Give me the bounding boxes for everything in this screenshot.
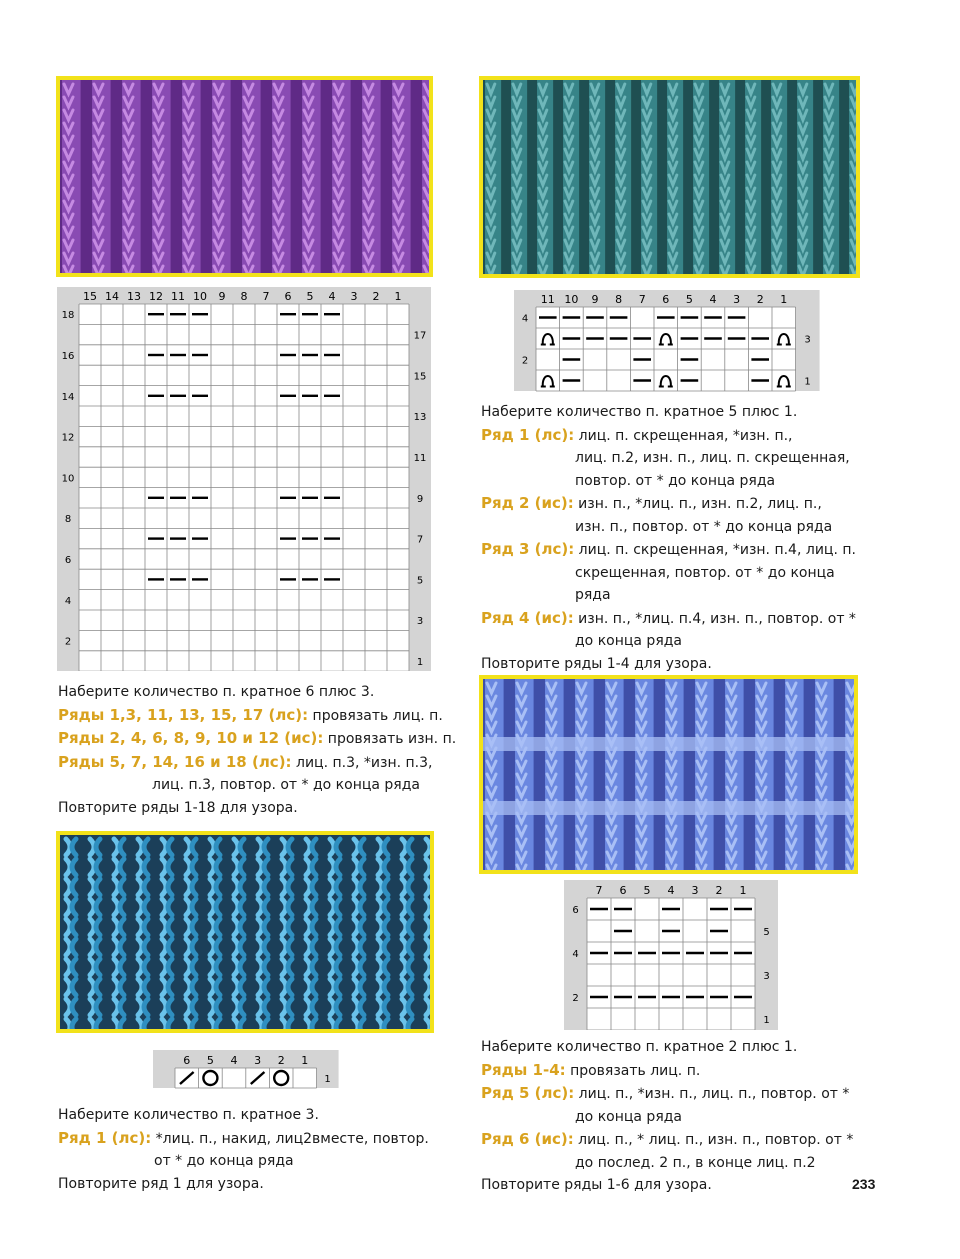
- purl-band: [483, 737, 854, 751]
- row-text: провязать лиц. п.: [565, 1062, 701, 1079]
- col-number: 2: [277, 1054, 285, 1067]
- purple-knit-texture: [60, 80, 429, 273]
- row-text: до конца ряда: [575, 633, 682, 649]
- row-number: 1: [804, 376, 811, 388]
- col-number: 3: [350, 290, 358, 303]
- row-number: 3: [804, 334, 811, 346]
- col-number: 5: [685, 293, 693, 306]
- col-number: 6: [183, 1054, 191, 1067]
- row-text: лиц. п. скрещенная, *изн. п.4, лиц. п.: [574, 542, 856, 558]
- row-number: 1: [763, 1015, 770, 1026]
- cast-on-text: Наберите количество п. кратное 3.: [58, 1107, 319, 1123]
- row-number: 9: [416, 493, 424, 505]
- chart-pattern-3: [153, 1050, 339, 1090]
- col-number: 8: [240, 290, 248, 303]
- col-number: 2: [756, 293, 764, 306]
- row-text: лиц. п.3, *изн. п.3,: [291, 754, 433, 771]
- row-label: Ряд 2 (ис):: [481, 494, 574, 512]
- row-text: лиц. п.3, повтор. от * до конца ряда: [152, 777, 420, 793]
- row-number: 4: [572, 949, 579, 960]
- chart-pattern-4: [564, 880, 782, 1030]
- row-text: изн. п., *лиц. п.4, изн. п., повтор. от *: [573, 610, 856, 627]
- col-number: 13: [127, 290, 141, 303]
- instructions-pattern-3: [58, 1104, 458, 1195]
- row-number: 15: [413, 371, 427, 383]
- photo-periwinkle-rib: [479, 675, 858, 874]
- row-number: 10: [61, 473, 75, 485]
- repeat-text: Повторите ряды 1-6 для узора.: [481, 1177, 712, 1193]
- row-number: 5: [763, 927, 770, 938]
- row-number: 4: [64, 595, 72, 607]
- row-number: 8: [64, 514, 72, 526]
- col-number: 6: [662, 293, 670, 306]
- col-number: 6: [619, 884, 627, 897]
- col-number: 7: [638, 293, 646, 306]
- col-number: 6: [284, 290, 292, 303]
- col-number: 9: [591, 293, 599, 306]
- row-number: 7: [416, 534, 424, 546]
- col-number: 5: [643, 884, 651, 897]
- instructions-pattern-2: [481, 401, 901, 675]
- photo-purple-ribbing: [56, 76, 433, 277]
- row-number: 6: [64, 555, 72, 566]
- row-text: изн. п., *лиц. п., изн. п.2, лиц. п.,: [573, 496, 822, 512]
- repeat-text: Повторите ряд 1 для узора.: [58, 1175, 264, 1192]
- col-number: 5: [206, 1054, 214, 1067]
- row-label: Ряд 1 (лс):: [481, 425, 575, 444]
- page-number: 233: [852, 1176, 876, 1192]
- row-number: 4: [521, 313, 529, 325]
- row-number: 13: [413, 412, 427, 424]
- row-text: до послед. 2 п., в конце лиц. п.2: [575, 1154, 816, 1171]
- row-label: Ряд 5 (лс):: [481, 1084, 575, 1102]
- row-number: 5: [416, 575, 424, 587]
- col-number: 11: [171, 290, 185, 303]
- row-label: Ряд 6 (ис):: [481, 1130, 574, 1148]
- row-text: провязать лиц. п.: [308, 707, 443, 724]
- row-number: 12: [61, 432, 75, 444]
- row-text: провязать изн. п.: [323, 731, 457, 747]
- row-number: 1: [324, 1074, 331, 1085]
- cast-on-text: Наберите количество п. кратное 2 плюс 1.: [481, 1039, 798, 1055]
- row-text: лиц. п.2, изн. п., лиц. п. скрещенная,: [575, 450, 850, 466]
- row-text: до конца ряда: [575, 1108, 682, 1125]
- col-number: 10: [564, 293, 579, 306]
- col-number: 4: [328, 290, 336, 303]
- col-number: 7: [595, 884, 603, 897]
- col-number: 5: [306, 290, 314, 303]
- col-number: 2: [372, 290, 380, 303]
- row-number: 18: [61, 310, 75, 322]
- row-text: скрещенная, повтор. от * до конца: [575, 564, 835, 581]
- blue-knit-texture: [60, 835, 430, 1029]
- col-number: 3: [691, 884, 699, 897]
- col-number: 7: [262, 290, 270, 303]
- row-number: 6: [572, 905, 579, 916]
- col-number: 4: [667, 884, 675, 897]
- row-text: от * до конца ряда: [154, 1153, 294, 1169]
- row-text: изн. п., повтор. от * до конца ряда: [575, 518, 833, 535]
- periwinkle-knit-texture: [483, 679, 854, 870]
- col-number: 3: [254, 1054, 262, 1067]
- col-number: 15: [83, 290, 97, 303]
- row-label: Ряды 1-4:: [481, 1060, 566, 1079]
- row-number: 17: [413, 330, 427, 342]
- col-number: 1: [301, 1054, 309, 1067]
- row-text: лиц. п., *изн. п., лиц. п., повтор. от *: [574, 1086, 850, 1102]
- row-text: лиц. п. скрещенная, *изн. п.,: [574, 427, 793, 444]
- col-number: 11: [540, 293, 555, 306]
- col-number: 4: [709, 293, 717, 306]
- col-number: 9: [218, 290, 226, 303]
- row-number: 3: [416, 616, 424, 628]
- row-text: *лиц. п., накид, лиц2вместе, повтор.: [151, 1130, 429, 1147]
- row-number: 2: [64, 636, 72, 648]
- row-text: повтор. от * до конца ряда: [575, 472, 776, 489]
- photo-teal-ribbing: [479, 76, 860, 278]
- col-number: 14: [105, 290, 119, 303]
- cast-on-text: Наберите количество п. кратное 5 плюс 1.: [481, 404, 798, 420]
- col-number: 1: [780, 293, 788, 306]
- row-number: 16: [61, 351, 75, 362]
- row-number: 2: [572, 993, 579, 1004]
- repeat-text: Повторите ряды 1-4 для узора.: [481, 655, 712, 672]
- row-number: 11: [413, 453, 427, 464]
- instructions-pattern-1: [58, 681, 458, 819]
- cast-on-text: Наберите количество п. кратное 6 плюс 3.: [58, 684, 375, 700]
- chart-pattern-1: [57, 287, 433, 671]
- col-number: 1: [394, 290, 402, 303]
- row-label: Ряд 3 (лс):: [481, 540, 575, 558]
- photo-blue-twisted: [56, 831, 434, 1033]
- row-label: Ряд 1 (лс):: [58, 1128, 152, 1147]
- row-number: 3: [763, 971, 770, 982]
- col-number: 10: [193, 290, 207, 303]
- purl-band: [483, 801, 854, 815]
- col-number: 3: [733, 293, 741, 306]
- chart-pattern-2: [514, 290, 820, 392]
- row-label: Ряды 5, 7, 14, 16 и 18 (лс):: [58, 752, 292, 771]
- instructions-pattern-4: [481, 1036, 901, 1197]
- row-number: 1: [416, 657, 424, 668]
- repeat-text: Повторите ряды 1-18 для узора.: [58, 799, 298, 816]
- row-text: лиц. п., * лиц. п., изн. п., повтор. от *: [573, 1132, 854, 1148]
- row-label: Ряд 4 (ис):: [481, 608, 574, 627]
- col-number: 1: [739, 884, 747, 897]
- teal-knit-texture: [483, 80, 856, 274]
- row-number: 2: [521, 355, 529, 367]
- row-number: 14: [61, 391, 75, 403]
- col-number: 8: [615, 293, 623, 306]
- row-text: ряда: [575, 587, 611, 603]
- col-number: 2: [715, 884, 723, 897]
- row-label: Ряды 2, 4, 6, 8, 9, 10 и 12 (ис):: [58, 729, 324, 747]
- row-label: Ряды 1,3, 11, 13, 15, 17 (лс):: [58, 705, 309, 724]
- col-number: 12: [149, 290, 163, 303]
- col-number: 4: [230, 1054, 238, 1067]
